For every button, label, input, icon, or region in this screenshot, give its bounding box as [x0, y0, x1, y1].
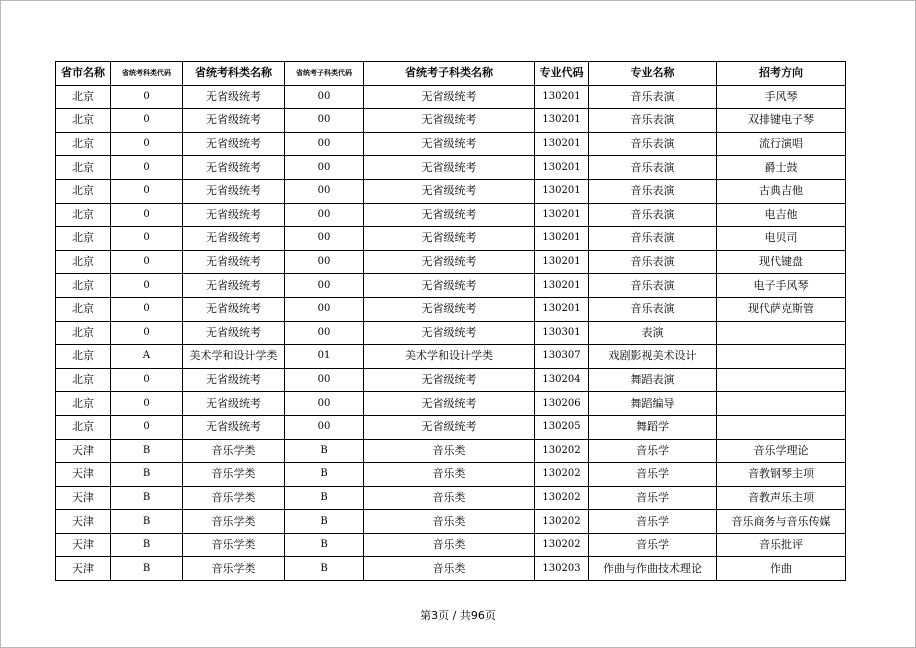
cell-subcategory-code: B [285, 533, 364, 557]
cell-direction: 作曲 [717, 557, 846, 581]
cell-category-name: 无省级统考 [183, 321, 285, 345]
cell-direction: 电子手风琴 [717, 274, 846, 298]
cell-major-name: 音乐表演 [589, 156, 717, 180]
cell-major-name: 音乐表演 [589, 132, 717, 156]
cell-major-name: 舞蹈学 [589, 415, 717, 439]
cell-direction: 音乐学理论 [717, 439, 846, 463]
cell-category-name: 美术学和设计学类 [183, 345, 285, 369]
cell-subcategory-name: 无省级统考 [364, 250, 535, 274]
cell-subcategory-code: 01 [285, 345, 364, 369]
cell-direction: 音教钢琴主项 [717, 463, 846, 487]
cell-category-code: 0 [111, 132, 183, 156]
cell-category-code: 0 [111, 274, 183, 298]
cell-major-code: 130201 [535, 85, 589, 109]
cell-province: 天津 [56, 439, 111, 463]
cell-major-code: 130201 [535, 132, 589, 156]
cell-subcategory-code: 00 [285, 368, 364, 392]
cell-category-name: 无省级统考 [183, 368, 285, 392]
cell-subcategory-name: 无省级统考 [364, 109, 535, 133]
cell-subcategory-name: 无省级统考 [364, 179, 535, 203]
cell-subcategory-name: 音乐类 [364, 510, 535, 534]
cell-major-code: 130203 [535, 557, 589, 581]
cell-category-code: 0 [111, 203, 183, 227]
cell-direction: 现代键盘 [717, 250, 846, 274]
table-row [56, 415, 846, 439]
cell-major-name: 音乐学 [589, 486, 717, 510]
cell-subcategory-name: 无省级统考 [364, 203, 535, 227]
cell-major-code: 130204 [535, 368, 589, 392]
cell-subcategory-name: 无省级统考 [364, 85, 535, 109]
cell-province: 天津 [56, 557, 111, 581]
cell-category-code: 0 [111, 368, 183, 392]
cell-category-code: 0 [111, 85, 183, 109]
cell-subcategory-name: 无省级统考 [364, 321, 535, 345]
table-row [56, 85, 846, 109]
cell-subcategory-code: 00 [285, 132, 364, 156]
cell-province: 北京 [56, 250, 111, 274]
cell-category-name: 无省级统考 [183, 227, 285, 251]
table-row [56, 345, 846, 369]
cell-direction: 流行演唱 [717, 132, 846, 156]
cell-category-code: 0 [111, 250, 183, 274]
cell-major-name: 音乐表演 [589, 179, 717, 203]
cell-province: 天津 [56, 533, 111, 557]
cell-direction: 电贝司 [717, 227, 846, 251]
cell-direction: 现代萨克斯管 [717, 297, 846, 321]
cell-province: 北京 [56, 392, 111, 416]
cell-major-code: 130201 [535, 179, 589, 203]
table-row [56, 486, 846, 510]
cell-province: 北京 [56, 227, 111, 251]
cell-subcategory-code: 00 [285, 85, 364, 109]
table-row [56, 533, 846, 557]
cell-category-name: 无省级统考 [183, 85, 285, 109]
cell-category-code: B [111, 486, 183, 510]
table-header-row [56, 62, 846, 86]
cell-major-name: 音乐表演 [589, 250, 717, 274]
cell-subcategory-code: B [285, 439, 364, 463]
cell-province: 北京 [56, 179, 111, 203]
cell-category-code: 0 [111, 392, 183, 416]
cell-major-name: 音乐表演 [589, 85, 717, 109]
cell-major-name: 音乐学 [589, 533, 717, 557]
cell-direction: 音乐商务与音乐传媒 [717, 510, 846, 534]
cell-direction: 手风琴 [717, 85, 846, 109]
cell-major-name: 音乐表演 [589, 274, 717, 298]
cell-province: 北京 [56, 345, 111, 369]
cell-direction: 古典吉他 [717, 179, 846, 203]
cell-category-code: 0 [111, 321, 183, 345]
cell-direction: 音乐批评 [717, 533, 846, 557]
cell-category-code: B [111, 463, 183, 487]
cell-category-name: 无省级统考 [183, 415, 285, 439]
cell-major-name: 舞蹈编导 [589, 392, 717, 416]
cell-major-code: 130202 [535, 463, 589, 487]
cell-category-code: B [111, 557, 183, 581]
cell-major-code: 130202 [535, 439, 589, 463]
cell-major-name: 音乐学 [589, 510, 717, 534]
cell-subcategory-name: 音乐类 [364, 486, 535, 510]
cell-subcategory-code: 00 [285, 227, 364, 251]
cell-province: 北京 [56, 132, 111, 156]
table-row [56, 109, 846, 133]
cell-direction: 音教声乐主项 [717, 486, 846, 510]
cell-category-code: B [111, 533, 183, 557]
cell-subcategory-code: 00 [285, 297, 364, 321]
cell-category-name: 音乐学类 [183, 439, 285, 463]
cell-province: 北京 [56, 368, 111, 392]
cell-subcategory-code: B [285, 486, 364, 510]
cell-subcategory-code: 00 [285, 109, 364, 133]
cell-category-name: 无省级统考 [183, 132, 285, 156]
cell-province: 天津 [56, 463, 111, 487]
header-direction: 招考方向 [717, 62, 846, 86]
cell-category-name: 无省级统考 [183, 392, 285, 416]
cell-subcategory-name: 无省级统考 [364, 227, 535, 251]
cell-category-name: 音乐学类 [183, 463, 285, 487]
cell-major-name: 音乐学 [589, 463, 717, 487]
cell-province: 北京 [56, 274, 111, 298]
cell-major-name: 音乐表演 [589, 203, 717, 227]
table-row [56, 368, 846, 392]
header-province: 省市名称 [56, 62, 111, 86]
cell-direction [717, 368, 846, 392]
table-row [56, 227, 846, 251]
cell-major-code: 130206 [535, 392, 589, 416]
table-body [56, 85, 846, 580]
cell-category-code: 0 [111, 179, 183, 203]
header-subcategory-code: 省统考子科类代码 [285, 62, 364, 86]
cell-subcategory-code: 00 [285, 250, 364, 274]
cell-major-name: 作曲与作曲技术理论 [589, 557, 717, 581]
cell-category-name: 无省级统考 [183, 274, 285, 298]
header-major-name: 专业名称 [589, 62, 717, 86]
header-category-code: 省统考科类代码 [111, 62, 183, 86]
cell-subcategory-name: 无省级统考 [364, 392, 535, 416]
cell-major-code: 130201 [535, 227, 589, 251]
cell-subcategory-code: 00 [285, 274, 364, 298]
cell-major-code: 130201 [535, 156, 589, 180]
cell-category-code: 0 [111, 156, 183, 180]
cell-subcategory-name: 无省级统考 [364, 297, 535, 321]
cell-category-code: B [111, 510, 183, 534]
cell-category-name: 音乐学类 [183, 486, 285, 510]
cell-subcategory-code: B [285, 557, 364, 581]
cell-subcategory-code: 00 [285, 415, 364, 439]
cell-subcategory-code: 00 [285, 156, 364, 180]
cell-subcategory-name: 音乐类 [364, 439, 535, 463]
table-row [56, 510, 846, 534]
cell-category-code: 0 [111, 227, 183, 251]
cell-major-code: 130202 [535, 533, 589, 557]
cell-province: 北京 [56, 156, 111, 180]
cell-category-name: 无省级统考 [183, 203, 285, 227]
cell-subcategory-code: 00 [285, 203, 364, 227]
cell-subcategory-name: 美术学和设计学类 [364, 345, 535, 369]
table-row [56, 557, 846, 581]
cell-category-code: 0 [111, 297, 183, 321]
cell-subcategory-code: 00 [285, 392, 364, 416]
cell-major-code: 130307 [535, 345, 589, 369]
cell-major-code: 130205 [535, 415, 589, 439]
cell-major-code: 130301 [535, 321, 589, 345]
cell-subcategory-name: 音乐类 [364, 463, 535, 487]
table-row [56, 321, 846, 345]
cell-subcategory-code: B [285, 463, 364, 487]
major-listing-table [55, 61, 846, 581]
cell-province: 北京 [56, 109, 111, 133]
cell-direction [717, 392, 846, 416]
cell-major-name: 音乐表演 [589, 109, 717, 133]
cell-subcategory-code: B [285, 510, 364, 534]
cell-major-code: 130201 [535, 250, 589, 274]
cell-direction [717, 415, 846, 439]
cell-major-name: 音乐表演 [589, 297, 717, 321]
cell-subcategory-name: 无省级统考 [364, 415, 535, 439]
page-number: 第3页 / 共96页 [420, 609, 496, 622]
cell-subcategory-code: 00 [285, 321, 364, 345]
header-category-name: 省统考科类名称 [183, 62, 285, 86]
table-row [56, 179, 846, 203]
cell-category-name: 无省级统考 [183, 179, 285, 203]
cell-major-code: 130201 [535, 203, 589, 227]
cell-category-name: 无省级统考 [183, 250, 285, 274]
cell-direction [717, 321, 846, 345]
cell-category-code: 0 [111, 415, 183, 439]
cell-province: 北京 [56, 85, 111, 109]
cell-province: 北京 [56, 203, 111, 227]
cell-province: 北京 [56, 297, 111, 321]
cell-major-name: 音乐学 [589, 439, 717, 463]
table-row [56, 203, 846, 227]
cell-major-name: 戏剧影视美术设计 [589, 345, 717, 369]
cell-province: 天津 [56, 486, 111, 510]
table-row [56, 297, 846, 321]
cell-direction: 爵士鼓 [717, 156, 846, 180]
cell-province: 北京 [56, 321, 111, 345]
cell-major-code: 130201 [535, 109, 589, 133]
cell-subcategory-name: 无省级统考 [364, 132, 535, 156]
table-row [56, 439, 846, 463]
cell-direction: 电吉他 [717, 203, 846, 227]
cell-category-name: 音乐学类 [183, 510, 285, 534]
table-row [56, 250, 846, 274]
cell-province: 北京 [56, 415, 111, 439]
cell-category-name: 音乐学类 [183, 533, 285, 557]
cell-direction: 双排键电子琴 [717, 109, 846, 133]
cell-major-code: 130201 [535, 274, 589, 298]
cell-subcategory-name: 无省级统考 [364, 368, 535, 392]
cell-major-code: 130202 [535, 486, 589, 510]
table-row [56, 463, 846, 487]
cell-category-name: 无省级统考 [183, 109, 285, 133]
cell-subcategory-name: 无省级统考 [364, 156, 535, 180]
cell-category-code: B [111, 439, 183, 463]
table-row [56, 132, 846, 156]
cell-category-name: 音乐学类 [183, 557, 285, 581]
cell-subcategory-name: 音乐类 [364, 557, 535, 581]
cell-category-name: 无省级统考 [183, 156, 285, 180]
header-subcategory-name: 省统考子科类名称 [364, 62, 535, 86]
cell-category-code: 0 [111, 109, 183, 133]
cell-subcategory-code: 00 [285, 179, 364, 203]
cell-category-name: 无省级统考 [183, 297, 285, 321]
cell-direction [717, 345, 846, 369]
table-row [56, 156, 846, 180]
cell-major-name: 音乐表演 [589, 227, 717, 251]
header-major-code: 专业代码 [535, 62, 589, 86]
cell-category-code: A [111, 345, 183, 369]
table-row [56, 274, 846, 298]
cell-major-name: 舞蹈表演 [589, 368, 717, 392]
cell-subcategory-name: 音乐类 [364, 533, 535, 557]
cell-major-code: 130202 [535, 510, 589, 534]
table-row [56, 392, 846, 416]
cell-subcategory-name: 无省级统考 [364, 274, 535, 298]
cell-major-code: 130201 [535, 297, 589, 321]
cell-major-name: 表演 [589, 321, 717, 345]
cell-province: 天津 [56, 510, 111, 534]
